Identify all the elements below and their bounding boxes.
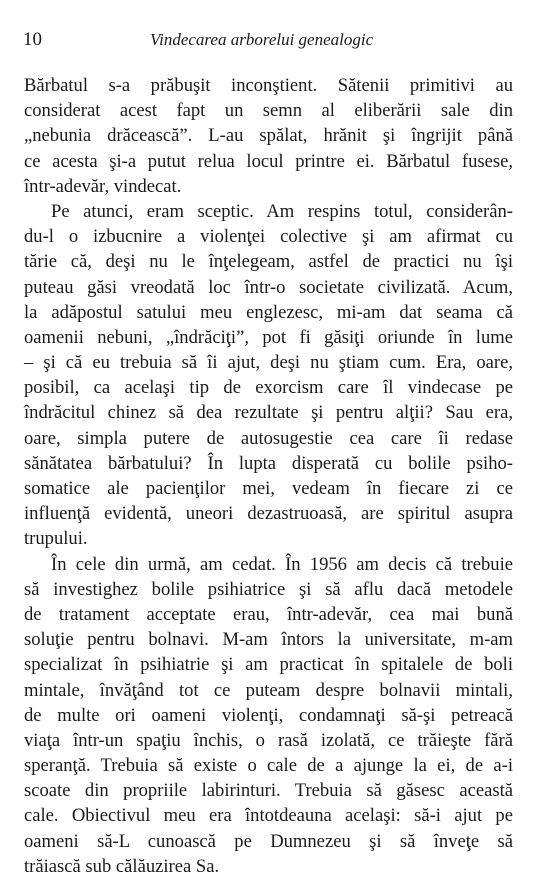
- text-line: să investighez bolile psihiatrice şi să aflu dacă metodele: [24, 578, 513, 600]
- text-line: speranţă. Trebuia să existe o cale de a ajunge la ei, de a-i: [24, 755, 513, 777]
- text-line: îndrăcitul chinez să dea rezultate şi pentru alţii? Sau era,: [24, 402, 513, 424]
- text-line: puteau găsi vreodată loc într-o societate civilizată. Acum,: [24, 276, 513, 298]
- text-line: viaţa într-un spaţiu închis, o rasă izolată, ce trăieşte fără: [24, 729, 513, 751]
- text-line: scoate din propriile labirinturi. Trebuia să găsesc această: [24, 780, 513, 802]
- text-line: trupului.: [24, 528, 88, 550]
- text-line: oare, simpla putere de autosugestie cea care îi redase: [24, 427, 513, 449]
- text-line: la adăpostul satului meu englezesc, mi-am dat seama că: [24, 301, 513, 323]
- text-line: oameni să-L cunoască pe Dumnezeu şi să înveţe să: [24, 830, 513, 852]
- text-line: somatice ale pacienţilor mei, vedeam în fiecare zi ce: [24, 478, 513, 499]
- text-line: de tratament acceptate erau, într-adevăr, cea mai bună: [24, 603, 513, 625]
- text-line: influenţă evidentă, uneori dezastruoasă, are spiritul asupra: [24, 503, 513, 525]
- text-line: soluţie pentru bolnavi. M-am întors la universitate, m-am: [24, 629, 513, 651]
- text-line: du-l o izbucnire a violenţei colective şi am afirmat cu: [24, 226, 513, 248]
- text-line: specializat în psihiatrie şi am practicat în spitalele de boli: [24, 654, 513, 676]
- text-line: într-adevăr, vindecat.: [24, 175, 182, 197]
- text-line: posibil, ca acelaşi tip de exorcism care îl vindecase pe: [24, 377, 513, 399]
- text-line: mintale, învăţând tot ce puteam despre bolnavii mintali,: [24, 679, 513, 701]
- page-number: 10: [23, 29, 42, 50]
- paragraph: [24, 552, 513, 879]
- text-line: trăiască sub călăuzirea Sa.: [24, 855, 220, 877]
- running-header-title: Vindecarea arborelui genealogic: [150, 30, 374, 49]
- text-line: Bărbatul s-a prăbuşit inconştient. Sătenii primitivi au: [24, 75, 513, 96]
- text-line: considerat acest fapt un semn al eliberării sale din: [24, 100, 513, 122]
- text-line: – şi că eu trebuia să îi ajut, deşi nu ştiam cum. Era, oare,: [24, 352, 513, 374]
- body-text: [24, 73, 513, 879]
- text-line: de multe ori oameni violenţi, condamnaţi să-şi petreacă: [24, 704, 513, 726]
- text-line: „nebunia drăcească”. L-au spălat, hrănit şi îngrijit până: [24, 125, 513, 147]
- text-line: cale. Obiectivul meu era întotdeauna acelaşi: să-i ajut pe: [24, 805, 513, 827]
- text-line: În cele din urmă, am cedat. În 1956 am decis că trebuie: [51, 553, 513, 575]
- text-line: oamenii nebuni, „îndrăciţi”, pot fi găsiţi oriunde în lume: [24, 326, 513, 348]
- paragraph: [24, 199, 513, 552]
- text-line: tărie că, deşi nu le înţelegeam, astfel de practici nu îşi: [24, 251, 513, 273]
- text-line: sănătatea bărbatului? În lupta disperată cu bolile psiho-: [24, 452, 513, 474]
- text-line: Pe atunci, eram sceptic. Am respins totul, considerân-: [51, 200, 513, 222]
- text-line: ce acesta şi-a putut relua locul printre ei. Bărbatul fusese,: [24, 150, 513, 172]
- paragraph: [24, 73, 513, 199]
